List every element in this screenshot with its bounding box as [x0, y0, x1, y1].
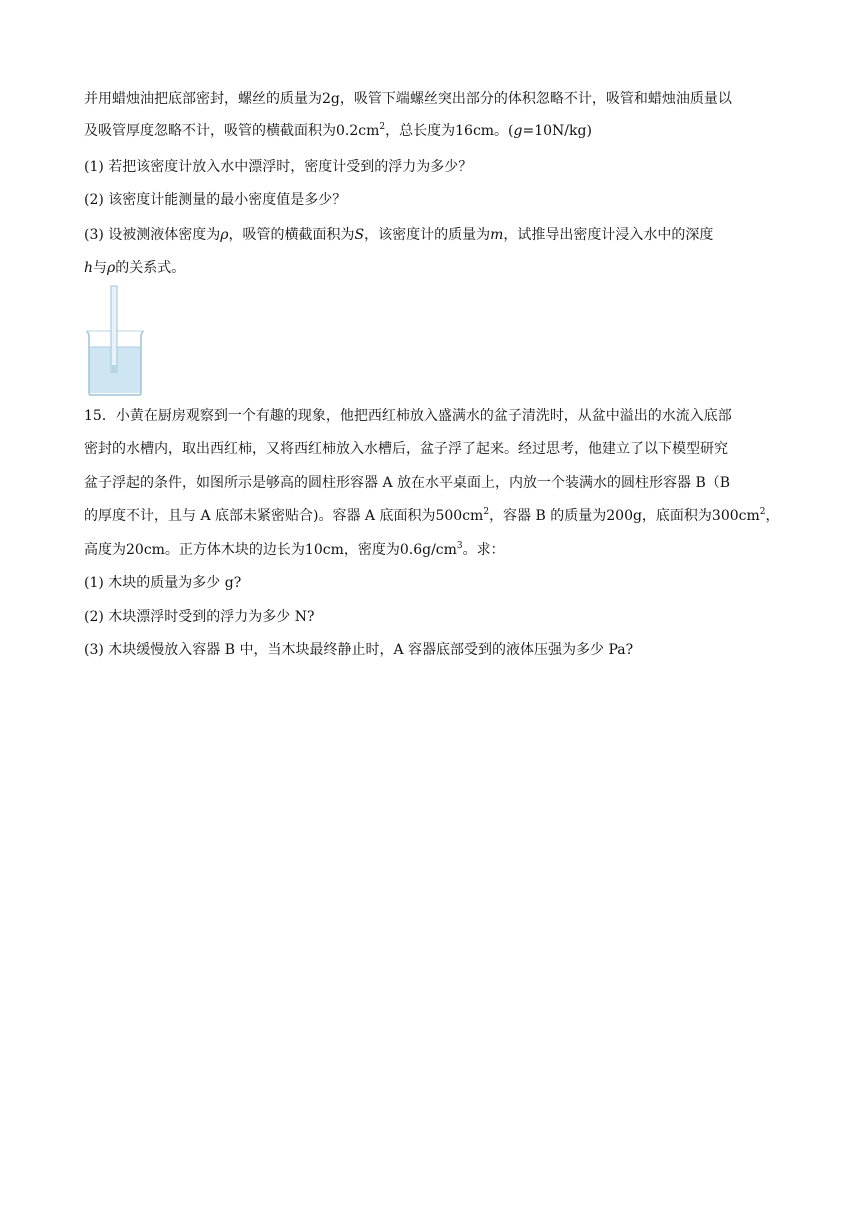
q14-subquestion-3: [84, 225, 713, 245]
q15-line-5a: 高度为20cm。正方体木块的边长为10cm，密度为0.6g/cm: [84, 542, 457, 558]
q15-exponent-3: 3: [456, 541, 463, 551]
screw-weight: [112, 365, 116, 372]
q14-intro-text-1: 并用蜡烛油把底部密封，螺丝的质量为2g，吸管下端螺丝突出部分的体积忽略不计，吸管和蜡烛油质量以: [84, 91, 732, 107]
q14-subquestion-3-cont: [84, 258, 185, 278]
q14-intro-text-2a: 及吸管厚度忽略不计，吸管的横截面积为0.2cm: [84, 123, 380, 139]
q14-sub3-text-a: (3) 设被测液体密度为: [84, 227, 221, 243]
rho-symbol-2: ρ: [107, 260, 116, 276]
q15-exponent-2: 2: [759, 507, 766, 517]
q15-line-4a: 的厚度不计，且与 A 底部未紧密贴合)。容器 A 底面积为500cm: [84, 508, 484, 524]
q14-sub3-text-d: ，试推导出密度计浸入水中的深度: [503, 227, 714, 243]
q15-subquestion-1: (1) 木块的质量为多少 g?: [84, 575, 242, 591]
area-symbol: S: [354, 227, 365, 243]
q15-subquestion-3: (3) 木块缓慢放入容器 B 中，当木块最终静止时，A 容器底部受到的液体压强为多少 Pa?: [84, 642, 634, 658]
q15-line-5b: 。求：: [462, 542, 505, 558]
q14-area-exponent: 2: [379, 122, 386, 132]
q14-intro-line-1: [84, 89, 732, 109]
q15-subquestion-2: (2) 木块漂浮时受到的浮力为多少 N?: [84, 609, 315, 625]
q15-line-4b: ，容器 B 的质量为200g，底面积为300cm: [489, 508, 760, 524]
q15-exponent-1: 2: [483, 507, 490, 517]
q14-sub3-text-e: 与: [93, 260, 108, 276]
q15-line-5: [84, 540, 505, 560]
q14-intro-line-2: [84, 121, 592, 141]
q14-subquestion-1: (1) 若把该密度计放入水中漂浮时，密度计受到的浮力为多少？: [84, 159, 473, 175]
q14-intro-text-2b: ，总长度为16cm。(: [385, 123, 514, 139]
q15-line-3: 盆子浮起的条件，如图所示是够高的圆柱形容器 A 放在水平桌面上，内放一个装满水的圆柱形容器 B（B: [84, 475, 731, 491]
beaker-illustration: [86, 285, 146, 397]
q15-line-1: 15．小黄在厨房观察到一个有趣的现象，他把西红柿放入盛满水的盆子清洗时，从盆中溢出的水流入底部: [84, 408, 732, 424]
q14-intro-text-2c: =10N/kg): [522, 123, 592, 139]
q15-line-4: [84, 506, 780, 526]
beaker-densimeter-figure: [86, 285, 146, 397]
rho-symbol: ρ: [220, 227, 229, 243]
q14-sub3-text-b: ，吸管的横截面积为: [228, 227, 355, 243]
q14-g-symbol: g: [513, 123, 523, 139]
depth-symbol: h: [84, 260, 94, 276]
q14-sub3-text-f: 的关系式。: [115, 260, 186, 276]
q15-line-2: 密封的水槽内，取出西红柿，又将西红柿放入水槽后，盆子浮了起来。经过思考，他建立了以下模型研究: [84, 441, 728, 457]
q14-sub3-text-c: ，该密度计的质量为: [364, 227, 491, 243]
q14-subquestion-2: (2) 该密度计能测量的最小密度值是多少？: [84, 192, 347, 208]
mass-symbol: m: [490, 227, 504, 243]
straw-densimeter: [111, 286, 117, 372]
q15-line-4c: ，: [765, 508, 780, 524]
